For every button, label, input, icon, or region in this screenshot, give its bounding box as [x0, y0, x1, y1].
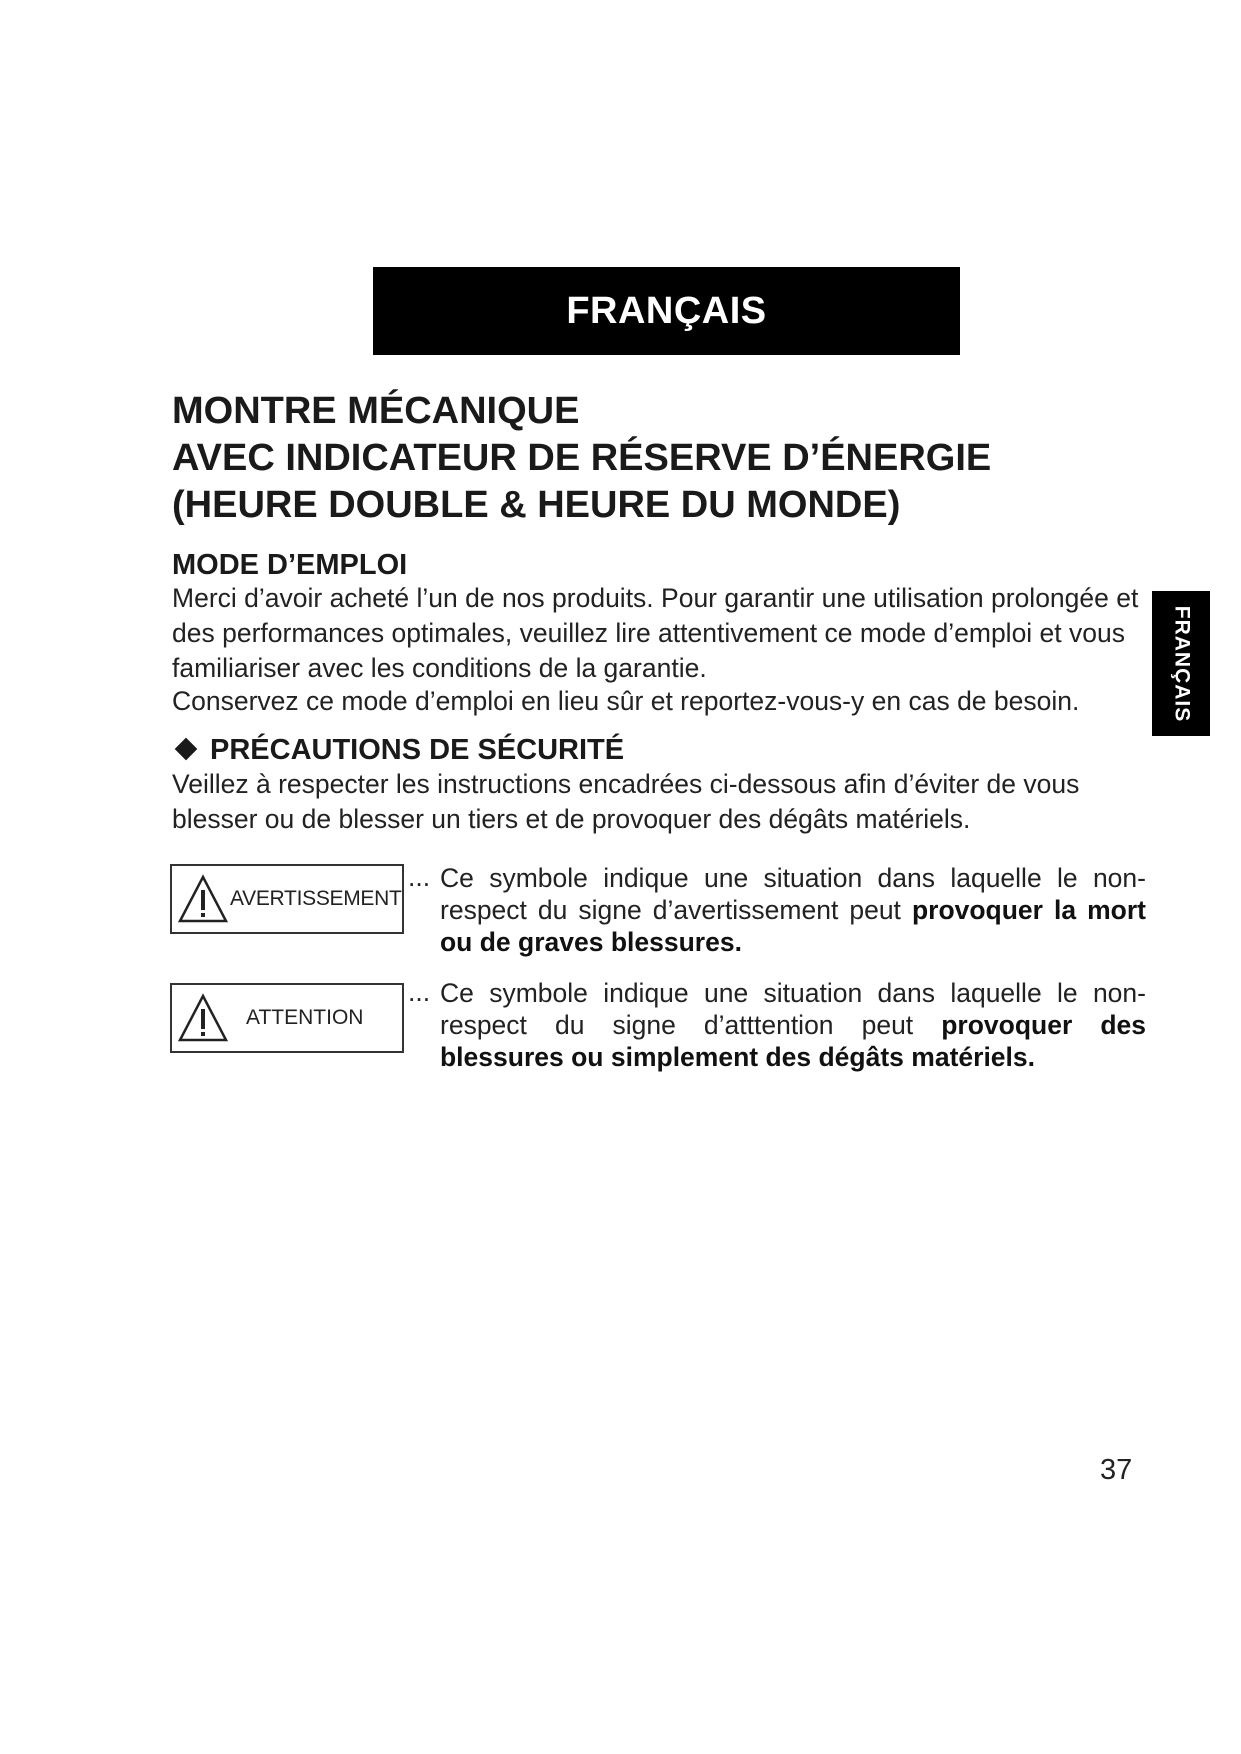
side-language-tab	[1152, 591, 1210, 736]
caution-sign-box	[170, 983, 404, 1053]
caution-label: ATTENTION	[246, 1006, 364, 1029]
warning-description-text: Ce symbole indique une situation dans laquelle le non-respect du signe d’avertissement peut	[440, 863, 1146, 925]
title-line-1: MONTRE MÉCANIQUE	[172, 390, 580, 432]
warning-triangle-icon	[178, 993, 228, 1043]
language-banner	[373, 267, 960, 355]
precautions-heading-label: PRÉCAUTIONS DE SÉCURITÉ	[210, 734, 625, 766]
warning-triangle-icon	[178, 874, 228, 924]
precautions-intro: Veillez à respecter les instructions encadrées ci-dessous afin d’éviter de vous blesser ou de blesser un tiers et de provoquer des dégâts matériels.	[172, 769, 1080, 834]
diamond-bullet-icon	[175, 738, 198, 761]
side-language-tab-label: FRANÇAIS	[1170, 605, 1193, 722]
mode-emploi-intro: Merci d’avoir acheté l’un de nos produits. Pour garantir une utilisation prolongée et des performances optimales, veuillez lire attentivement ce mode d’emploi et vous familiariser avec les conditions de la garantie.	[172, 583, 1139, 683]
caution-ellipsis: ...	[408, 977, 431, 1007]
language-banner-label: FRANÇAIS	[566, 289, 767, 332]
mode-emploi-heading: MODE D’EMPLOI	[172, 549, 408, 581]
title-line-2: AVEC INDICATEUR DE RÉSERVE D’ÉNERGIE	[172, 437, 992, 479]
title-line-3: (HEURE DOUBLE & HEURE DU MONDE)	[172, 484, 901, 526]
mode-emploi-keep-note: Conservez ce mode d’emploi en lieu sûr et reportez-vous-y en cas de besoin.	[172, 686, 1080, 716]
warning-description-emphasis: provoquer la mort ou de graves blessures.	[440, 895, 1146, 957]
precautions-heading	[172, 734, 624, 767]
warning-sign-box	[170, 864, 404, 934]
warning-label: AVERTISSEMENT	[230, 887, 402, 910]
document-title	[172, 388, 991, 529]
warning-description	[440, 862, 1146, 958]
page-number: 37	[1100, 1454, 1133, 1486]
caution-description-text: Ce symbole indique une situation dans laquelle le non-respect du signe d’atttention peut	[440, 978, 1146, 1040]
warning-ellipsis: ...	[408, 862, 431, 892]
caution-description	[440, 977, 1146, 1073]
caution-description-emphasis: provoquer des blessures ou simplement des dégâts matériels.	[440, 1010, 1146, 1072]
